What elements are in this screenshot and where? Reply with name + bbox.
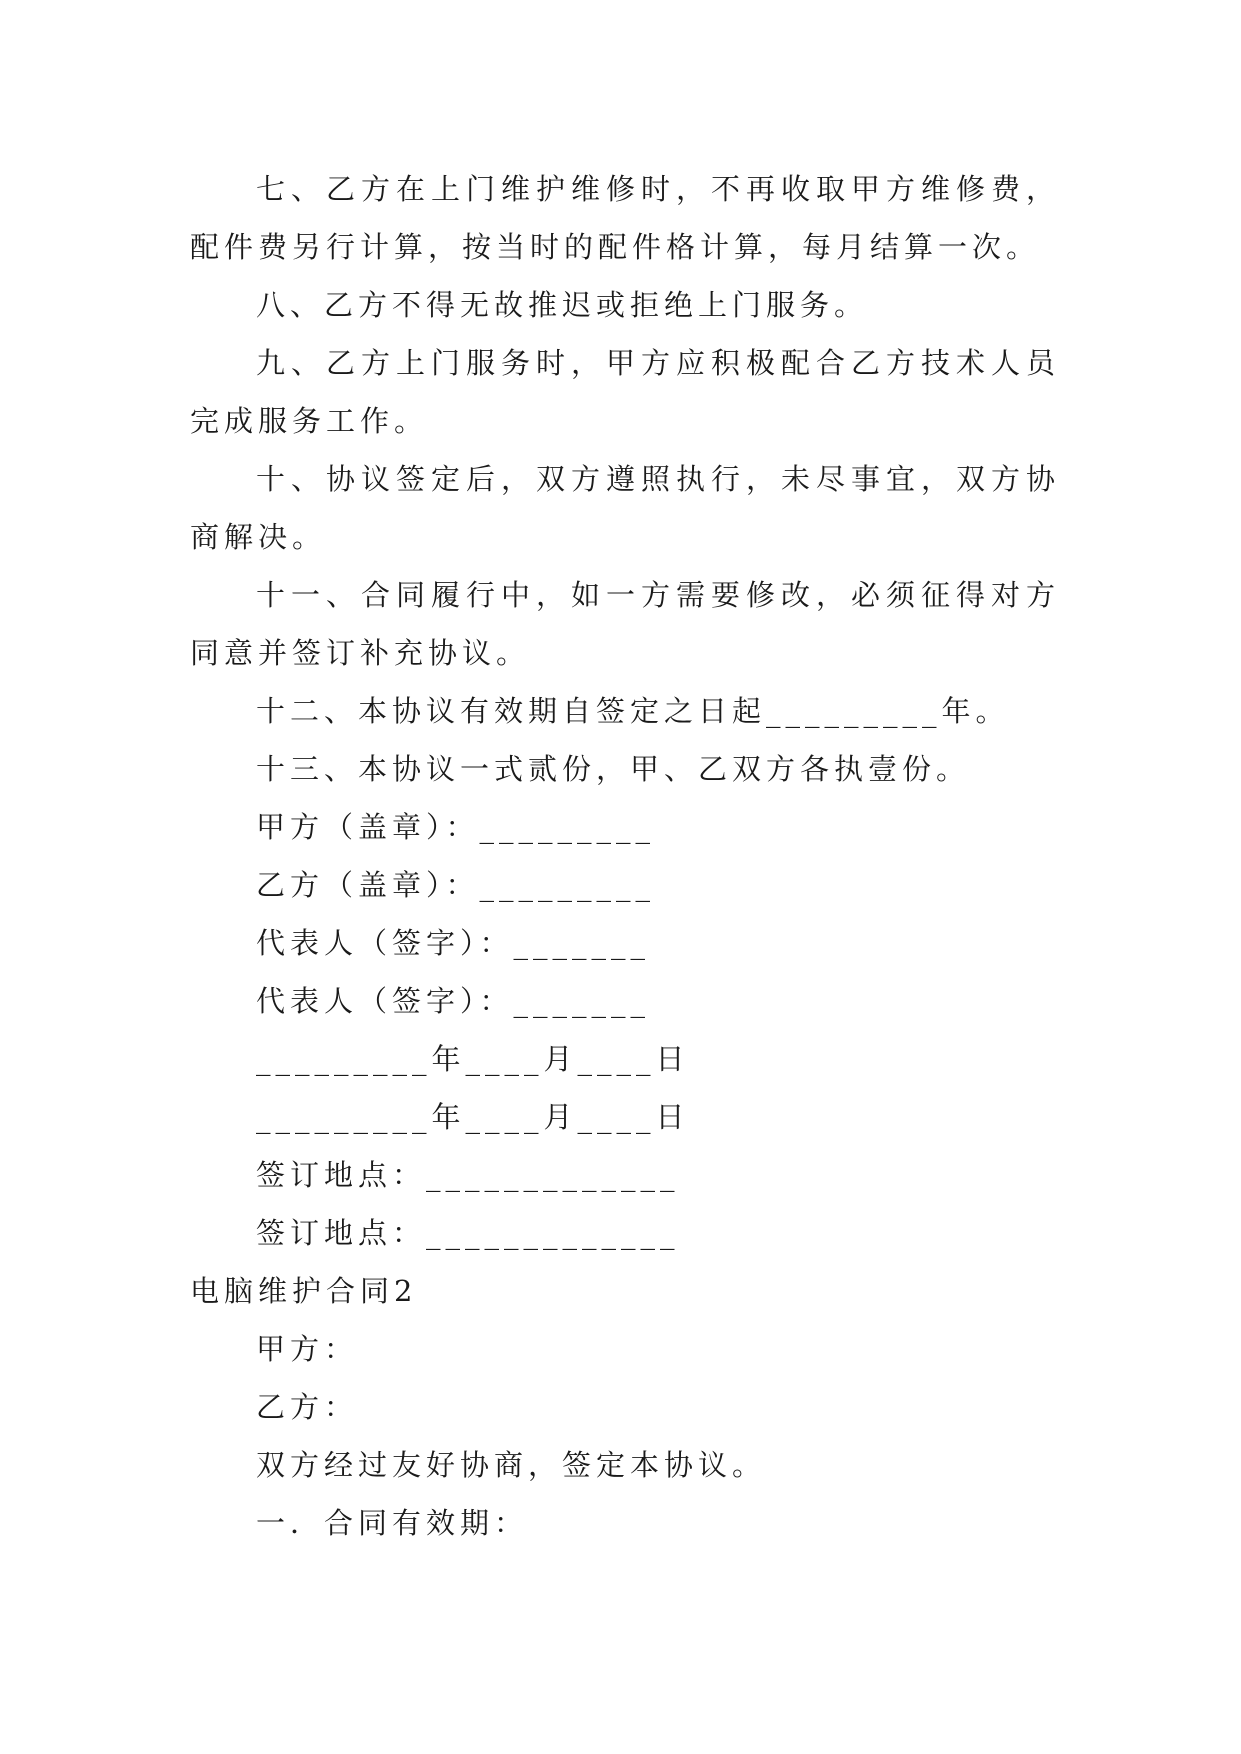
representative-signature-line: 代表人（签字）：_______ (256, 926, 651, 960)
clause-10: 十、协议签定后，双方遵照执行，未尽事宜，双方协商解决。 (190, 462, 1060, 554)
date-line: _________年____月____日 (256, 1042, 690, 1076)
clause-11: 十一、合同履行中，如一方需要修改，必须征得对方同意并签订补充协议。 (190, 578, 1060, 670)
party-b-seal-line: 乙方（盖章）：_________ (256, 868, 656, 902)
section-title: 电脑维护合同2 (190, 1274, 418, 1308)
party-b-line: 乙方： (256, 1390, 359, 1424)
signing-place-line: 签订地点：_____________ (256, 1158, 680, 1192)
clause-7: 七、乙方在上门维护维修时，不再收取甲方维修费，配件费另行计算，按当时的配件格计算，每月结算一次。 (190, 172, 1060, 264)
term-heading: 一．合同有效期： (256, 1506, 529, 1540)
clause-8: 八、乙方不得无故推迟或拒绝上门服务。 (256, 288, 869, 322)
document-content (190, 160, 1060, 1552)
intro-paragraph: 双方经过友好协商，签定本协议。 (256, 1448, 767, 1482)
clause-9: 九、乙方上门服务时，甲方应积极配合乙方技术人员完成服务工作。 (190, 346, 1060, 438)
signing-place-line: 签订地点：_____________ (256, 1216, 680, 1250)
clause-12: 十二、本协议有效期自签定之日起_________年。 (256, 694, 1010, 728)
clause-13: 十三、本协议一式贰份，甲、乙双方各执壹份。 (256, 752, 971, 786)
date-line: _________年____月____日 (256, 1100, 690, 1134)
representative-signature-line: 代表人（签字）：_______ (256, 984, 651, 1018)
party-a-seal-line: 甲方（盖章）：_________ (256, 810, 656, 844)
party-a-line: 甲方： (256, 1332, 359, 1366)
